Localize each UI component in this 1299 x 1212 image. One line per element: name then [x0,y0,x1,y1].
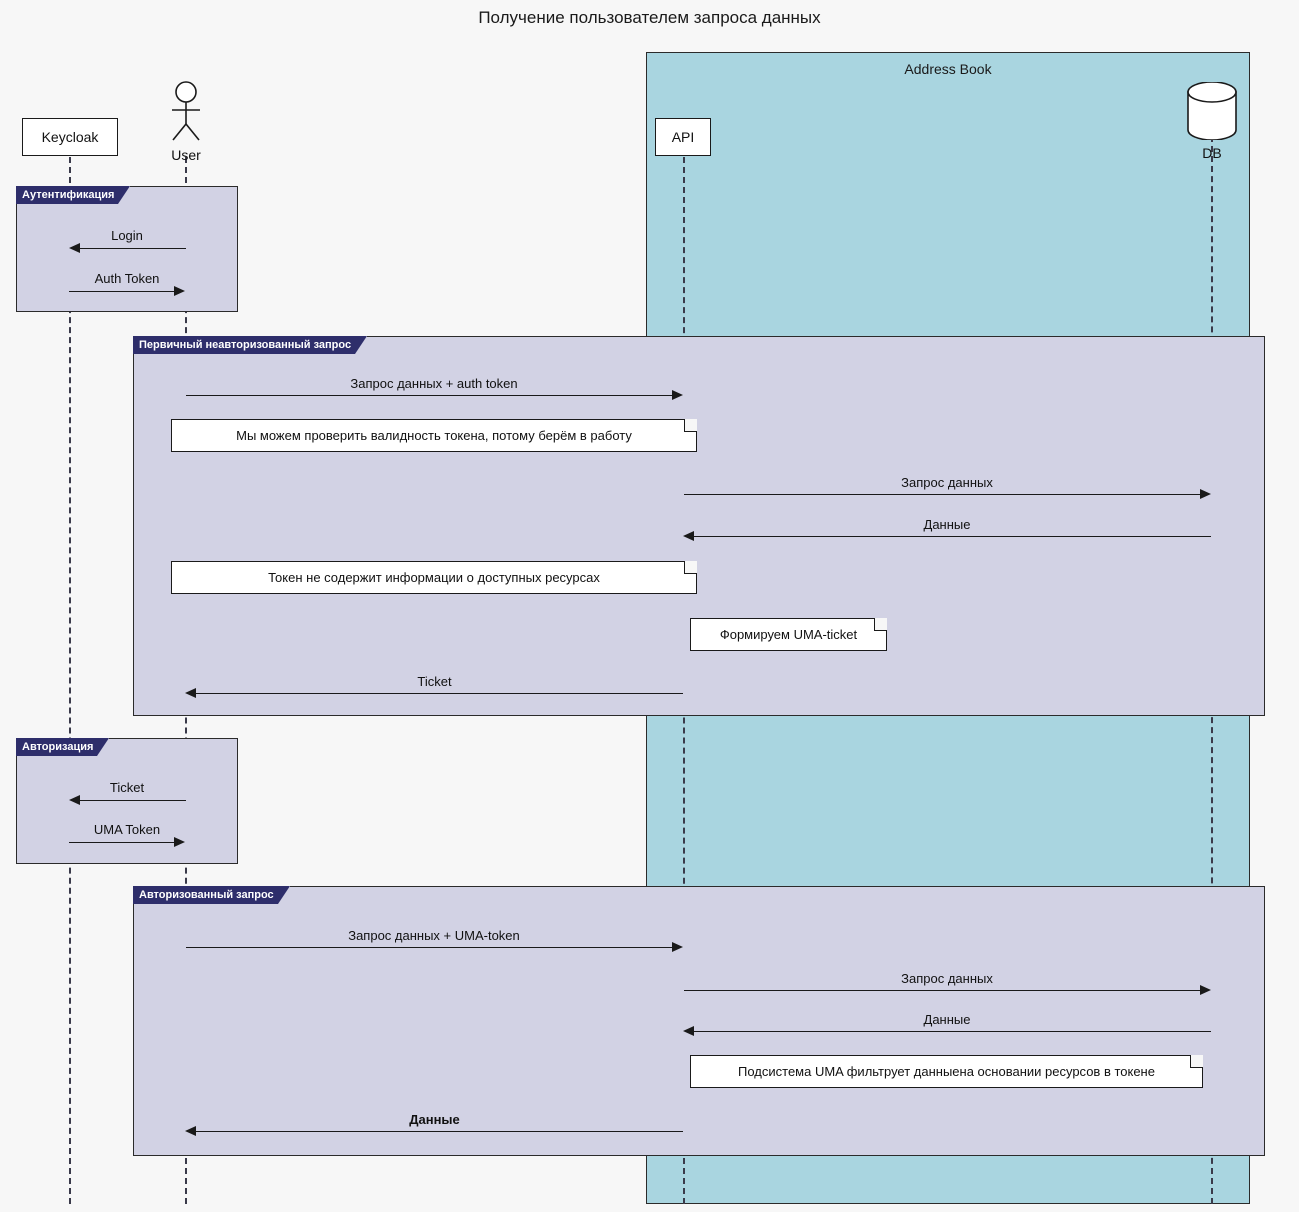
message-ticket-to-user-label: Ticket [417,674,452,689]
message-ticket-to-user-line [196,693,683,694]
participant-db[interactable] [1184,82,1240,161]
note-uma-filters-label: Подсистема UMA фильтрует данныена основании ресурсов в токене [738,1064,1155,1079]
note-fold-icon [684,561,697,574]
fragment-authorized-request-label: Авторизованный запрос [133,886,290,904]
message-data-1-arrow [683,531,694,541]
fragment-authorization [16,738,238,864]
message-data-request-uma-token-arrow [672,942,683,952]
message-data-request-2-line [684,990,1201,991]
lifeline-keycloak [69,157,71,1204]
actor-icon [160,80,212,142]
fragment-authentication [16,186,238,312]
note-token-valid [171,419,697,452]
message-data-final-line [196,1131,683,1132]
message-uma-token-label: UMA Token [93,822,161,837]
message-data-request-1-arrow [1200,489,1211,499]
note-fold-icon [1190,1055,1203,1068]
message-data-request-uma-token-label: Запрос данных + UMA-token [348,928,520,943]
message-ticket-to-user-arrow [185,688,196,698]
note-form-uma-ticket [690,618,887,651]
diagram-title: Получение пользователем запроса данных [478,8,821,27]
message-data-2-line [694,1031,1211,1032]
message-uma-token-arrow [174,837,185,847]
fragment-authentication-label: Аутентификация [16,186,130,204]
message-data-request-auth-token-arrow [672,390,683,400]
participant-api[interactable] [655,118,711,156]
message-ticket-to-keycloak-arrow [69,795,80,805]
fragment-authorization-label: Авторизация [16,738,109,756]
message-data-1-line [694,536,1211,537]
note-token-no-resources [171,561,697,594]
note-token-no-resources-label: Токен не содержит информации о доступных ресурсах [268,570,600,585]
message-ticket-to-keycloak-line [72,800,186,801]
participant-keycloak-label: Keycloak [41,129,99,145]
note-token-valid-label: Мы можем проверить валидность токена, потому берём в работу [236,428,632,443]
message-uma-token-line [69,842,183,843]
message-data-1-label: Данные [923,517,971,532]
message-auth-token-label: Auth Token [94,271,160,286]
message-data-request-auth-token-line [186,395,675,396]
message-data-2-label: Данные [923,1012,971,1027]
participant-user-label: User [171,147,201,163]
note-fold-icon [874,618,887,631]
message-auth-token-arrow [174,286,185,296]
actor-user[interactable] [160,80,212,163]
message-data-request-1-label: Запрос данных [901,475,993,490]
group-address-book-label: Address Book [904,61,992,77]
message-data-request-auth-token-label: Запрос данных + auth token [350,376,518,391]
fragment-initial-unauthorized-request-label: Первичный неавторизованный запрос [133,336,367,354]
message-login-line [72,248,186,249]
note-uma-filters [690,1055,1203,1088]
message-auth-token-line [69,291,183,292]
message-login-arrow [69,243,80,253]
message-data-final-label: Данные [409,1112,460,1127]
participant-keycloak[interactable] [22,118,118,156]
note-fold-icon [684,419,697,432]
message-data-request-1-line [684,494,1201,495]
database-icon [1184,82,1240,140]
message-data-2-arrow [683,1026,694,1036]
participant-db-label: DB [1202,145,1222,161]
message-data-request-2-label: Запрос данных [901,971,993,986]
message-data-request-uma-token-line [186,947,675,948]
message-data-request-2-arrow [1200,985,1211,995]
message-data-final-arrow [185,1126,196,1136]
message-login-label: Login [111,228,143,243]
note-form-uma-ticket-label: Формируем UMA-ticket [719,627,858,642]
message-ticket-to-keycloak-label: Ticket [109,780,145,795]
participant-api-label: API [671,129,695,145]
